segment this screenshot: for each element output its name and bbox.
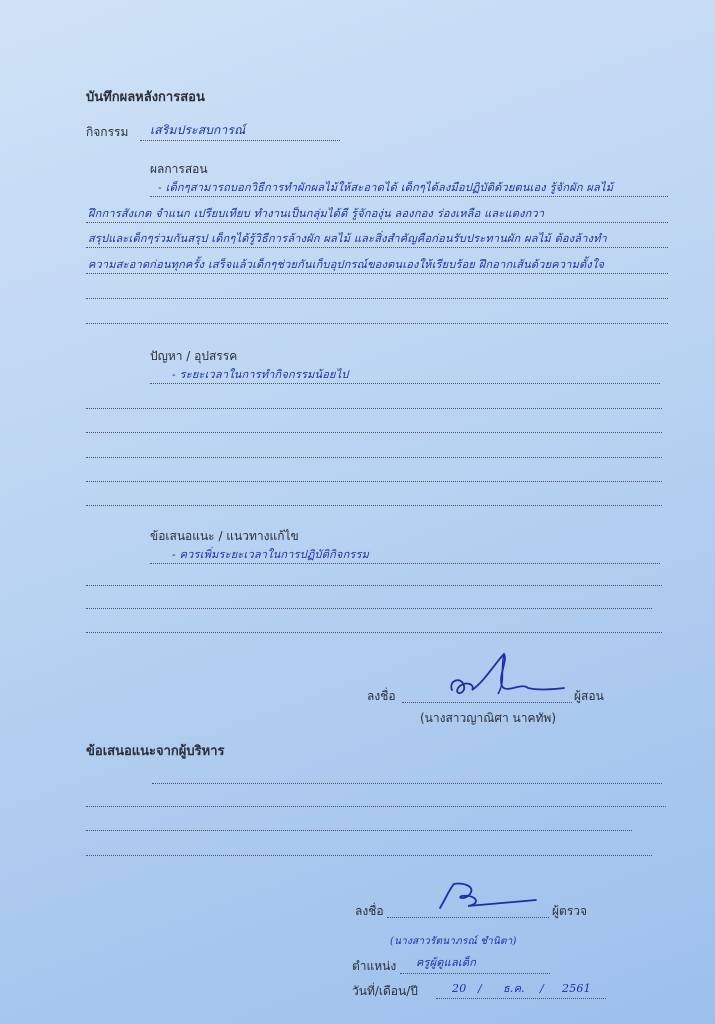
dotted-line (86, 830, 632, 831)
date-separator: / (478, 982, 482, 995)
results-heading: ผลการสอน (150, 162, 208, 176)
dotted-line (86, 481, 662, 482)
dotted-line (86, 432, 662, 433)
dotted-line (152, 783, 662, 784)
admin-name: (นางสาวรัตนาภรณ์ ชำนิตา) (390, 936, 517, 947)
dotted-line (86, 298, 668, 299)
dotted-line (86, 408, 662, 409)
date-day: 20 (452, 982, 467, 995)
dotted-line (436, 998, 606, 999)
dotted-line (86, 247, 668, 248)
dotted-line (86, 632, 662, 633)
dotted-line (86, 585, 662, 586)
dotted-line (86, 855, 652, 856)
dotted-line (86, 457, 662, 458)
results-line: ความสะอาดก่อนทุกครั้ง เสร็จแล้วเด็กๆช่วยกันเก็บอุปกรณ์ของตนเองให้เรียบร้อย ฝึกอากเส้นด้วยความตั้งใจ (88, 258, 605, 271)
activity-value: เสริมประสบการณ์ (150, 123, 246, 137)
dotted-line (150, 196, 668, 197)
date-label: วันที่/เดือน/ปี (352, 984, 418, 998)
teacher-sign-label: ลงชื่อ (367, 689, 396, 703)
dotted-line (86, 505, 662, 506)
results-line: สรุปและเด็กๆร่วมกันสรุป เด็กๆได้รู้วิธีการล้างผัก ผลไม้ และสิ่งสำคัญคือก่อนรับประทานผัก ผลไม้ ต้องล้างทำ (88, 232, 607, 245)
admin-role: ผู้ตรวจ (552, 904, 588, 918)
dotted-line (86, 323, 668, 324)
results-line: ฝึกการสังเกต จำแนก เปรียบเทียบ ทำงานเป็นกลุ่มได้ดี รู้จักองุ่น ลองกอง ร่องเหลือ และแตงกวา (88, 207, 545, 220)
document-title: บันทึกผลหลังการสอน (86, 90, 205, 105)
suggestions-heading: ข้อเสนอแนะ / แนวทางแก้ไข (150, 529, 299, 543)
dotted-line (86, 806, 666, 807)
activity-dotted-line (140, 140, 340, 141)
date-month: ธ.ค. (503, 982, 525, 995)
dotted-line (400, 973, 550, 974)
activity-label: กิจกรรม (86, 125, 129, 139)
admin-signature (432, 878, 542, 918)
problems-line: - ระยะเวลาในการทำกิจกรรมน้อยไป (172, 368, 349, 381)
teacher-name: (นางสาวญาณิศา นาคทัพ) (420, 711, 557, 725)
dotted-line (86, 222, 668, 223)
position-value: ครูผู้ดูแลเด็ก (416, 956, 477, 969)
date-separator: / (540, 982, 544, 995)
date-year: 2561 (562, 982, 591, 995)
position-label: ตำแหน่ง (352, 959, 397, 973)
dotted-line (150, 383, 660, 384)
dotted-line (86, 608, 652, 609)
teacher-signature (440, 650, 570, 705)
suggestions-line: - ควรเพิ่มระยะเวลาในการปฏิบัติกิจกรรม (172, 548, 370, 561)
admin-heading: ข้อเสนอแนะจากผู้บริหาร (86, 744, 225, 759)
teacher-role: ผู้สอน (574, 689, 604, 703)
problems-heading: ปัญหา / อุปสรรค (150, 349, 238, 363)
dotted-line (86, 273, 668, 274)
dotted-line (150, 563, 660, 564)
results-line: - เด็กๆสามารถบอกวิธีการทำผักผลไม้ให้สะอาดได้ เด็กๆได้ลงมือปฏิบัติด้วยตนเอง รู้จักผัก ผลไม้ (158, 181, 614, 194)
admin-sign-label: ลงชื่อ (355, 904, 384, 918)
